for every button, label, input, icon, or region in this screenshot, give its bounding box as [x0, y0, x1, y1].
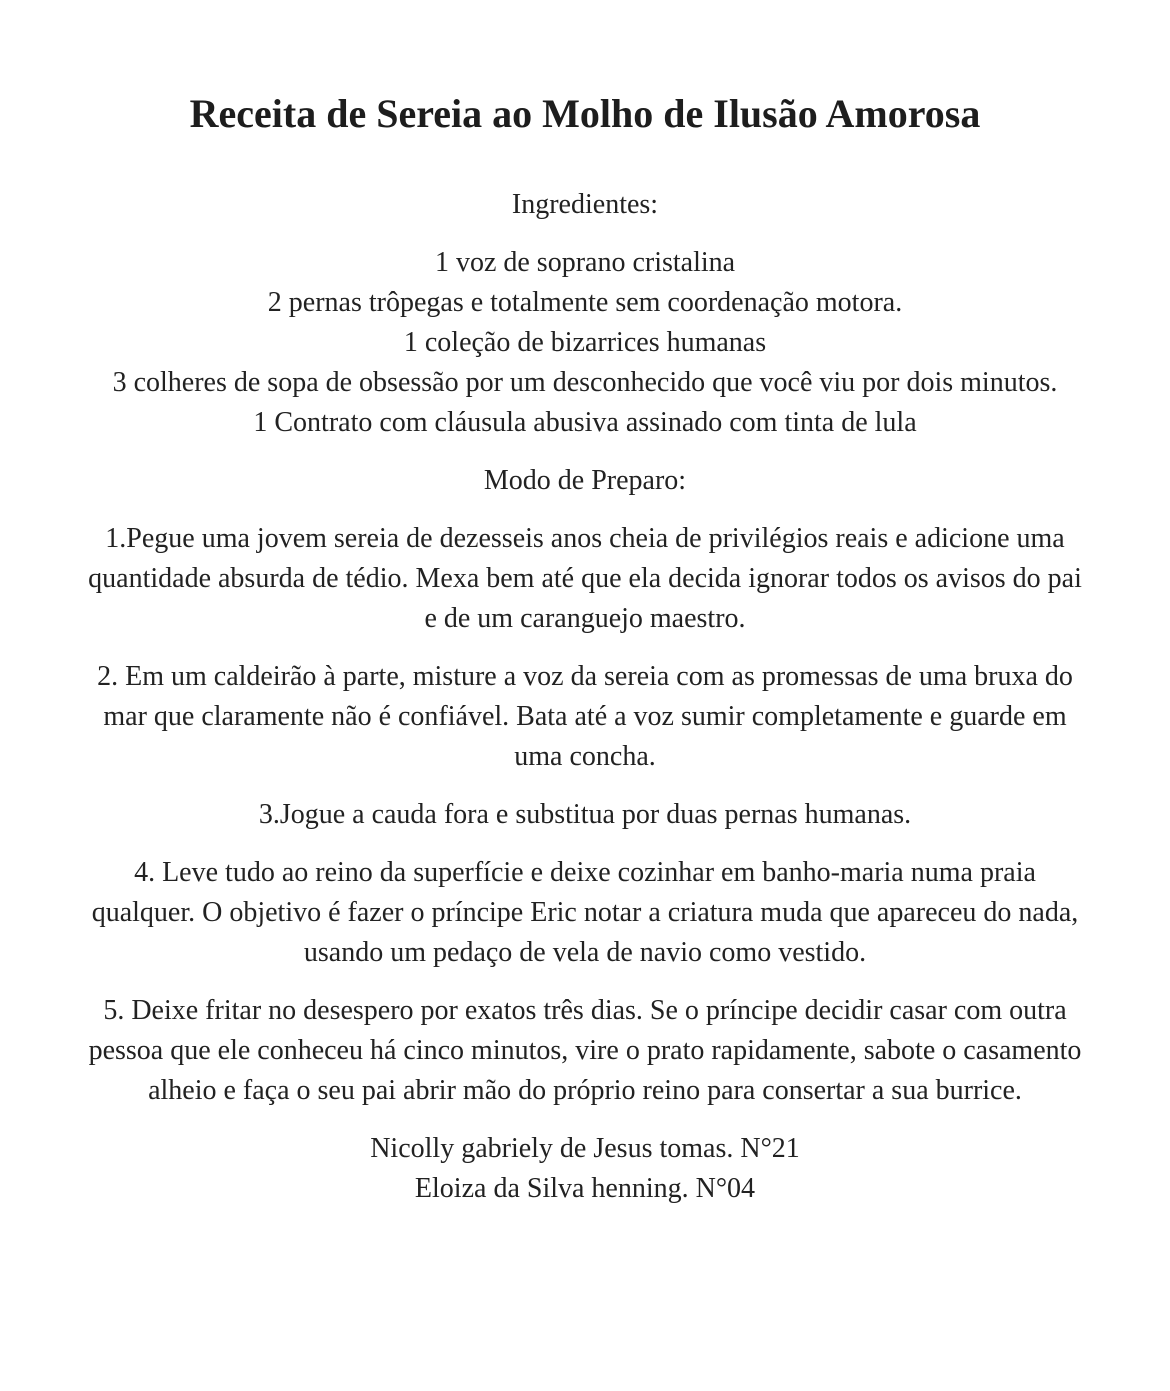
authors: [86, 1129, 1084, 1209]
ingredient-item: 2 pernas trôpegas e totalmente sem coordenação motora.: [267, 287, 903, 318]
author-line: Eloiza da Silva henning. N°04: [414, 1173, 756, 1204]
method-heading: Modo de Preparo:: [483, 465, 687, 496]
ingredients-list: [86, 243, 1084, 443]
ingredient-item: 1 coleção de bizarrices humanas: [403, 327, 767, 358]
method-step: 1.Pegue uma jovem sereia de dezesseis anos cheia de privilégios reais e adicione uma quantidade absurda de tédio. Mexa bem até que ela decida ignorar todos os avisos do pai e de um caranguejo maestro.: [88, 523, 1082, 634]
ingredient-item: 1 voz de soprano cristalina: [434, 247, 736, 278]
ingredient-item: 3 colheres de sopa de obsessão por um desconhecido que você viu por dois minutos.: [112, 367, 1058, 398]
author-line: Nicolly gabriely de Jesus tomas. N°21: [370, 1133, 800, 1164]
ingredient-item: 1 Contrato com cláusula abusiva assinado com tinta de lula: [253, 407, 917, 438]
method-step: 2. Em um caldeirão à parte, misture a voz da sereia com as promessas de uma bruxa do mar que claramente não é confiável. Bata até a voz sumir completamente e guarde em uma concha.: [97, 661, 1073, 772]
document-title: Receita de Sereia ao Molho de Ilusão Amorosa: [189, 91, 981, 136]
method-step: 3.Jogue a cauda fora e substitua por duas pernas humanas.: [258, 799, 912, 830]
ingredients-heading: Ingredientes:: [511, 189, 659, 220]
method-step: 5. Deixe fritar no desespero por exatos três dias. Se o príncipe decidir casar com outra pessoa que ele conheceu há cinco minutos, vire o prato rapidamente, sabote o casamento alheio e faça o seu pai abrir mão do próprio reino para consertar a sua burrice.: [88, 995, 1082, 1106]
method-step: 4. Leve tudo ao reino da superfície e deixe cozinhar em banho-maria numa praia qualquer. O objetivo é fazer o príncipe Eric notar a criatura muda que apareceu do nada, usando um pedaço de vela de navio como vestido.: [91, 857, 1079, 968]
